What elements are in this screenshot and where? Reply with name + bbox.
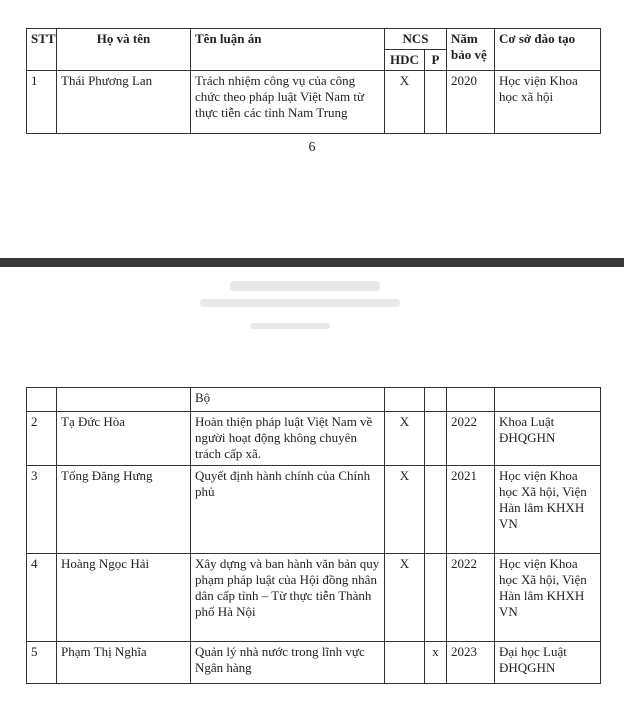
cell-p (425, 71, 447, 134)
cell-stt: 4 (27, 554, 57, 642)
cell-institution: Học viện Khoa học Xã hội, Viện Hàn lâm KHXH VN (495, 554, 601, 642)
header-thesis: Tên luận án (191, 29, 385, 71)
table-row (27, 642, 601, 684)
cell-p (425, 466, 447, 554)
cell-name: Hoàng Ngọc Hải (57, 554, 191, 642)
cell-name: Tạ Đức Hòa (57, 412, 191, 466)
cell-year: 2021 (447, 466, 495, 554)
cell-thesis-continuation: Bộ (191, 388, 385, 412)
document-page-bottom (0, 267, 624, 719)
cell-institution: Học viện Khoa học Xã hội, Viện Hàn lâm KHXH VN (495, 466, 601, 554)
header-institution: Cơ sở đào tạo (495, 29, 601, 71)
cell-name: Tống Đăng Hưng (57, 466, 191, 554)
table-row (27, 466, 601, 554)
cell-name: Phạm Thị Nghĩa (57, 642, 191, 684)
cell-institution: Đại học Luật ĐHQGHN (495, 642, 601, 684)
cell-hdc: X (385, 554, 425, 642)
cell-hdc: X (385, 412, 425, 466)
cell-institution: Học viện Khoa học xã hội (495, 71, 601, 134)
header-stt: STT (27, 29, 57, 71)
table-row (27, 554, 601, 642)
cell-year: 2023 (447, 642, 495, 684)
bleed-through-mark (250, 323, 330, 329)
cell-year: 2022 (447, 554, 495, 642)
cell-thesis: Quyết định hành chính của Chính phủ (191, 466, 385, 554)
cell-name: Thái Phương Lan (57, 71, 191, 134)
header-hdc: HDC (385, 50, 425, 71)
header-name: Họ và tên (57, 29, 191, 71)
dissertation-table-bottom (26, 387, 601, 684)
cell-stt: 5 (27, 642, 57, 684)
document-page-top (0, 0, 624, 258)
cell-hdc: X (385, 466, 425, 554)
cell-year: 2020 (447, 71, 495, 134)
page-number: 6 (308, 140, 316, 155)
cell-thesis: Hoàn thiện pháp luật Việt Nam về người hoạt động không chuyên trách cấp xã. (191, 412, 385, 466)
cell-hdc: X (385, 71, 425, 134)
table-row (27, 388, 601, 412)
header-ncs: NCS (385, 29, 447, 50)
cell-thesis: Quản lý nhà nước trong lĩnh vực Ngân hàng (191, 642, 385, 684)
table-row (27, 71, 601, 134)
cell-thesis: Trách nhiệm công vụ của công chức theo pháp luật Việt Nam từ thực tiễn các tỉnh Nam Trung (191, 71, 385, 134)
cell-stt: 3 (27, 466, 57, 554)
cell-institution: Khoa Luật ĐHQGHN (495, 412, 601, 466)
cell-stt: 1 (27, 71, 57, 134)
cell-thesis: Xây dựng và ban hành văn bản quy phạm pháp luật của Hội đồng nhân dân cấp tỉnh – Từ thực tiễn Thành phố Hà Nội (191, 554, 385, 642)
bleed-through-mark (230, 281, 380, 291)
cell-p (425, 554, 447, 642)
cell-p (425, 412, 447, 466)
cell-stt: 2 (27, 412, 57, 466)
bleed-through-mark (200, 299, 400, 307)
header-p: P (425, 50, 447, 71)
page-separator (0, 258, 624, 267)
header-year: Năm bảo vệ (447, 29, 495, 71)
dissertation-table-top (26, 28, 601, 134)
cell-p: x (425, 642, 447, 684)
cell-year: 2022 (447, 412, 495, 466)
cell-hdc (385, 642, 425, 684)
table-row (27, 412, 601, 466)
